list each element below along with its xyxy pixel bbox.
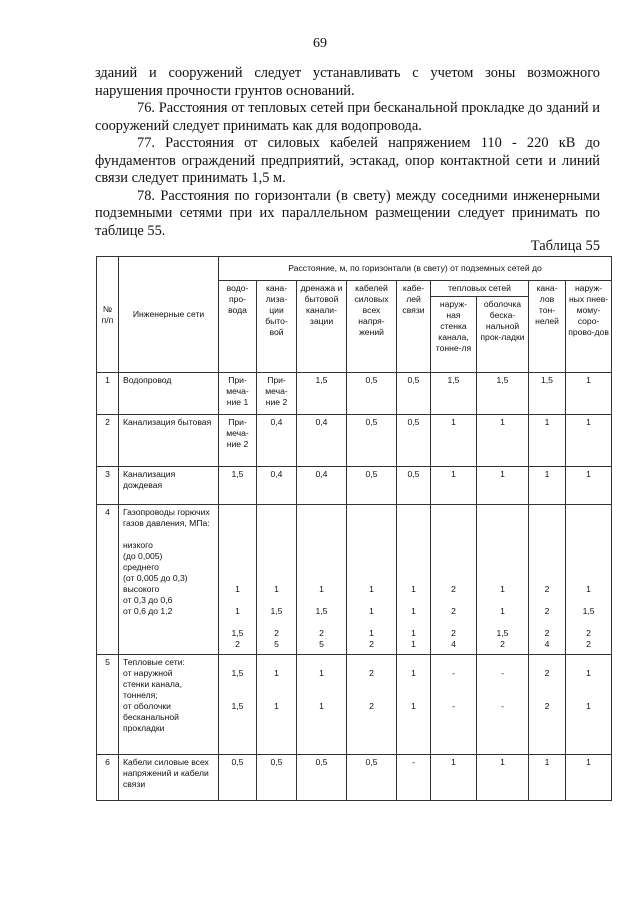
table-row: [97, 505, 612, 655]
distance-value: 1: [566, 755, 612, 801]
table-row: [97, 655, 612, 755]
distance-value: 1 1 1 2: [347, 505, 397, 655]
distance-value: 1 1: [566, 655, 612, 755]
distance-value: -: [397, 755, 431, 801]
distance-value: 0,5: [347, 467, 397, 505]
distance-value: 0,5: [347, 755, 397, 801]
header-heat-networks: тепловых сетей: [431, 281, 529, 297]
distance-value: 1: [477, 755, 529, 801]
distance-value: 2 2 2 4: [431, 505, 477, 655]
row-number: 5: [97, 655, 119, 755]
distance-value: 1,5: [297, 373, 347, 415]
distance-table: [96, 256, 612, 801]
distance-value: 1,5: [477, 373, 529, 415]
header-network-name: Инженерные сети: [119, 257, 219, 373]
row-number: 2: [97, 415, 119, 467]
distance-value: 1 1: [297, 655, 347, 755]
distance-value: 2 2: [347, 655, 397, 755]
row-network-name: Канализация бытовая: [119, 415, 219, 467]
header-number: № п/п: [97, 257, 119, 373]
distance-value: 0,5: [347, 373, 397, 415]
header-pneumatic-pipelines: наруж-ных пнев-мому-соро-прово-дов: [566, 281, 612, 373]
distance-value: 1: [431, 467, 477, 505]
distance-value: 0,5: [257, 755, 297, 801]
distance-value: 1: [566, 373, 612, 415]
header-heat-channelless-shell: оболочка беска-нальной прок-ладки: [477, 297, 529, 373]
distance-value: - -: [431, 655, 477, 755]
row-number: 6: [97, 755, 119, 801]
distance-value: 1 1,5 2 5: [297, 505, 347, 655]
header-heat-channel-wall: наруж-ная стенка канала, тонне-ля: [431, 297, 477, 373]
distance-value: 1 1 1 1: [397, 505, 431, 655]
distance-value: 0,5: [397, 373, 431, 415]
distance-value: 1 1: [257, 655, 297, 755]
distance-value: 1: [477, 415, 529, 467]
header-communication-cables: кабе-лей связи: [397, 281, 431, 373]
row-network-name: Кабели силовые всех напряжений и кабели связи: [119, 755, 219, 801]
distance-value: 1 1 1,5 2: [219, 505, 257, 655]
distance-value: 1 1 1,5 2: [477, 505, 529, 655]
header-distance-group: Расстояние, м, по горизонтали (в свету) от подземных сетей до: [219, 257, 612, 281]
row-network-name: Газопроводы горючих газов давления, МПа: низкого (до 0,005) среднего (от 0,005 до 0,3) высокого от 0,3 до 0,6 от 0,6 до 1,2: [119, 505, 219, 655]
distance-value: 0,4: [297, 467, 347, 505]
distance-value: 0,5: [219, 755, 257, 801]
row-network-name: Тепловые сети: от наружной стенки канала, тоннеля; от оболочки бесканальной прокладки: [119, 655, 219, 755]
distance-value: 1 1: [397, 655, 431, 755]
distance-value: - -: [477, 655, 529, 755]
distance-value: 0,5: [297, 755, 347, 801]
distance-value: 1,5 1,5: [219, 655, 257, 755]
distance-value: 1 1,5 2 5: [257, 505, 297, 655]
distance-value: При-меча-ние 2: [257, 373, 297, 415]
distance-value: При-меча-ние 1: [219, 373, 257, 415]
distance-value: 2 2: [529, 655, 566, 755]
distance-value: 0,5: [397, 467, 431, 505]
distance-value: 2 2 2 4: [529, 505, 566, 655]
distance-value: 0,5: [397, 415, 431, 467]
header-domestic-sewerage: кана-лиза-ции быто-вой: [257, 281, 297, 373]
distance-value: 1: [477, 467, 529, 505]
distance-value: 0,4: [257, 467, 297, 505]
distance-value: 1,5: [219, 467, 257, 505]
header-drainage: дренажа и бытовой канали-зации: [297, 281, 347, 373]
distance-value: 0,5: [347, 415, 397, 467]
distance-value: 0,4: [257, 415, 297, 467]
distance-value: 1: [431, 755, 477, 801]
table-row: [97, 755, 612, 801]
paragraph: 78. Расстояния по горизонтали (в свету) между соседними инженерными подземными сетями при их параллельном размещении следует принимать по таблице 55.: [95, 187, 600, 239]
distance-value: 1: [529, 415, 566, 467]
distance-value: 1,5: [431, 373, 477, 415]
paragraph: зданий и сооружений следует устанавливать с учетом зоны возможного нарушения прочности грунтов оснований.: [95, 65, 600, 99]
row-network-name: Канализация дождевая: [119, 467, 219, 505]
header-water-supply: водо-про-вода: [219, 281, 257, 373]
distance-value: 1: [566, 467, 612, 505]
body-text: [95, 65, 600, 240]
distance-value: 1 1,5 2 2: [566, 505, 612, 655]
page-number: 69: [313, 36, 327, 51]
distance-value: 1: [431, 415, 477, 467]
paragraph: 77. Расстояния от силовых кабелей напряжением 110 - 220 кВ до фундаментов ограждений предприятий, эстакад, опор контактной сети и линий связи следует принимать 1,5 м.: [95, 135, 600, 186]
distance-value: 1: [529, 467, 566, 505]
distance-value: 1: [529, 755, 566, 801]
header-channels-tunnels: кана-лов тон-нелей: [529, 281, 566, 373]
header-power-cables: кабелей силовых всех напря-жений: [347, 281, 397, 373]
table-row: [97, 373, 612, 415]
row-number: 4: [97, 505, 119, 655]
row-number: 1: [97, 373, 119, 415]
distance-value: При-меча-ние 2: [219, 415, 257, 467]
table-row: [97, 415, 612, 467]
distance-value: 0,4: [297, 415, 347, 467]
table-caption: Таблица 55: [530, 238, 600, 254]
table-row: [97, 467, 612, 505]
paragraph: 76. Расстояния от тепловых сетей при бесканальной прокладке до зданий и сооружений следует принимать как для водопровода.: [95, 100, 600, 134]
distance-value: 1: [566, 415, 612, 467]
distance-value: 1,5: [529, 373, 566, 415]
row-number: 3: [97, 467, 119, 505]
row-network-name: Водопровод: [119, 373, 219, 415]
